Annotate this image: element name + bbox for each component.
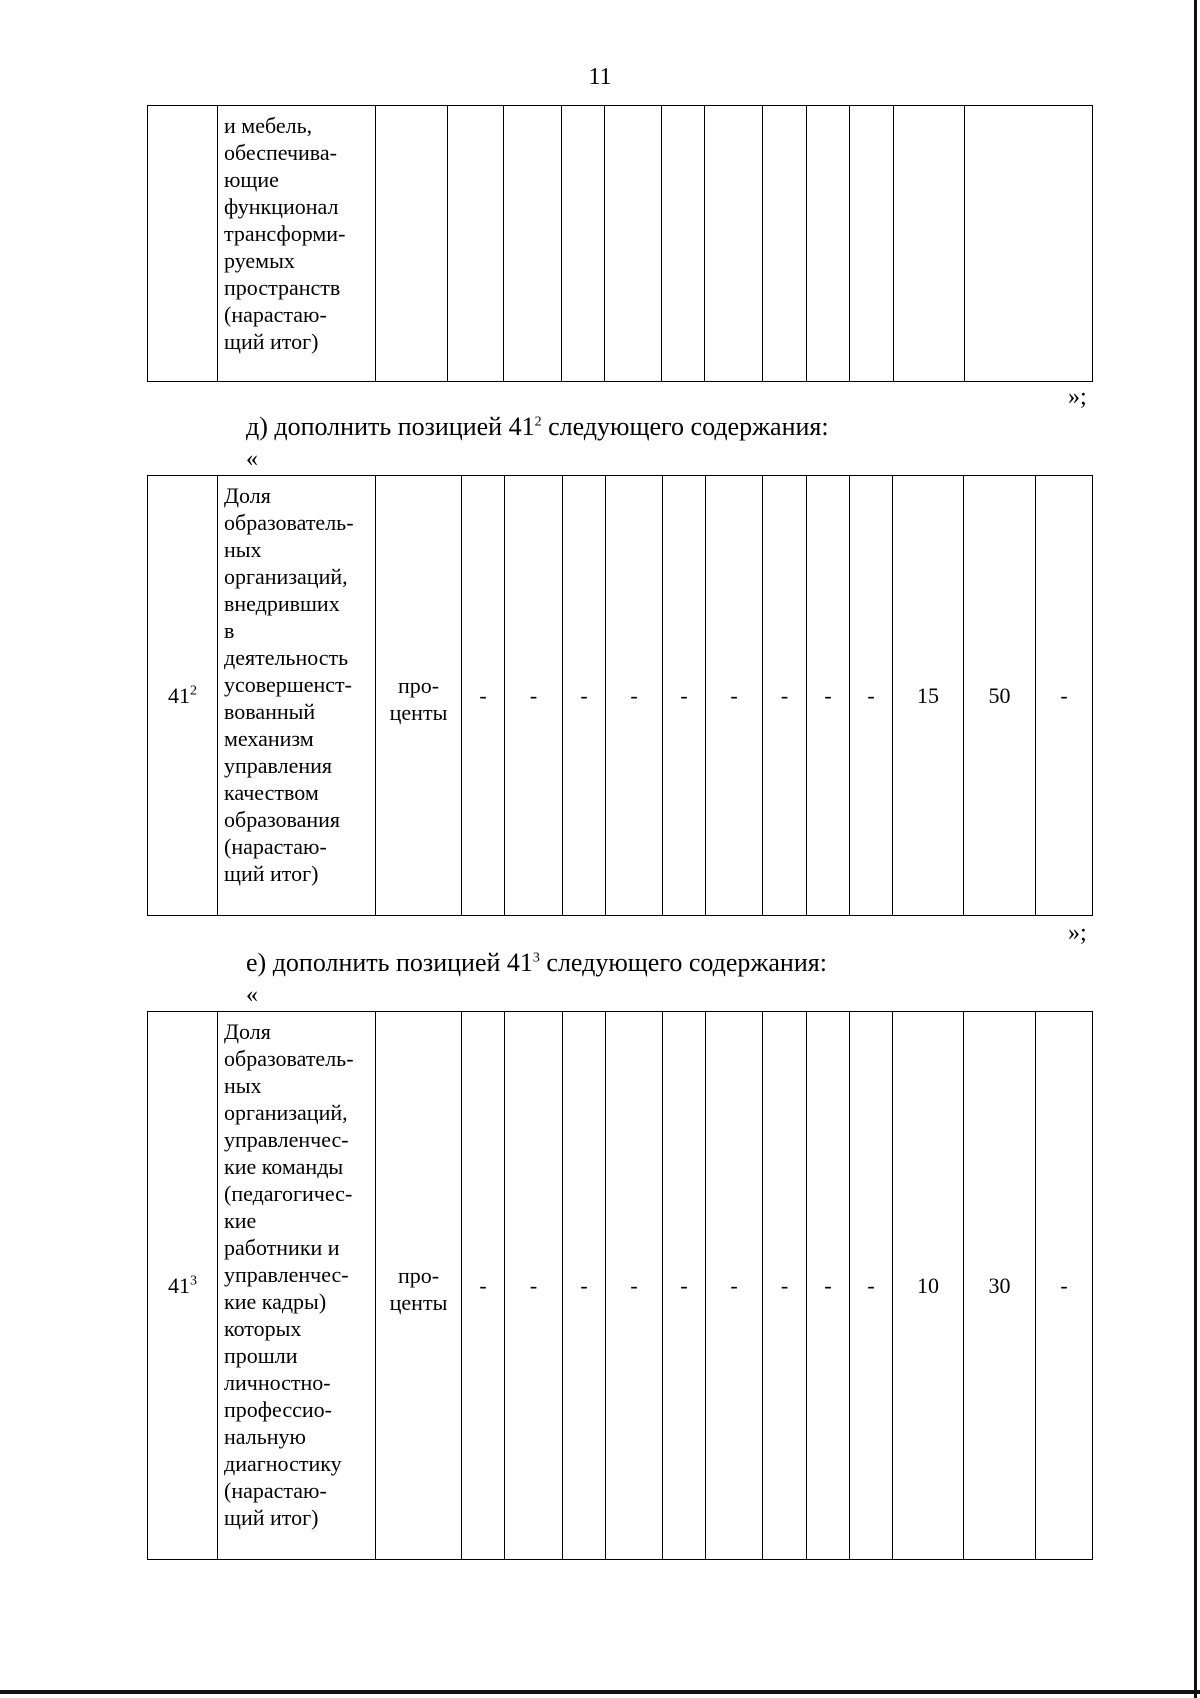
value-cell: - [763,1012,807,1560]
section-d-heading: д) дополнить позицией $41^2$ следующего содержания: [246,412,829,441]
closing-quote-2: »; [1068,920,1087,946]
value-cell: - [663,476,706,916]
value-cell: - [706,476,763,916]
value-cell: 50 [964,476,1036,916]
continuation-row [148,106,1093,382]
indicator-description: Доля образователь- ных организаций, внедривших в деятельность усовершенст- вованный механизм управления качеством образования (нарастаю- щий итог) [218,476,376,916]
value-cell: - [663,1012,706,1560]
value-cell: 15 [893,476,964,916]
table-cell [448,106,504,382]
table-cell [763,106,807,382]
table-cell [894,106,965,382]
value-cell: - [563,476,606,916]
value-cell: - [462,1012,505,1560]
scan-edge-right [1194,0,1197,1698]
value-cell: - [462,476,505,916]
position-number: $41^2$ [148,476,218,916]
value-cell: - [763,476,807,916]
value-cell: 10 [893,1012,964,1560]
unit-cell: про- центы [376,1012,462,1560]
table-cell [705,106,763,382]
value-cell: - [505,476,563,916]
position-number: $41^3$ [148,1012,218,1560]
scan-edge-bottom [0,1690,1200,1694]
value-cell: - [850,476,893,916]
table-cell [807,106,850,382]
value-cell: 30 [964,1012,1036,1560]
value-cell: - [1036,1012,1093,1560]
value-cell: - [850,1012,893,1560]
table-cell [148,106,218,382]
unit-cell: про- центы [376,476,462,916]
value-cell: - [606,1012,663,1560]
value-cell: - [807,476,850,916]
table-row [148,1012,1093,1560]
value-cell: - [1036,476,1093,916]
value-cell: - [505,1012,563,1560]
value-cell: - [706,1012,763,1560]
position-41-3-table [147,1011,1093,1560]
indicator-description: Доля образователь- ных организаций, управленчес- кие команды (педагогичес- кие работники и управленчес- кие кадры) которых прошли личностно- профессио- нальную диагностику (нарастаю- щий итог) [218,1012,376,1560]
table-cell [850,106,894,382]
table-cell [965,106,1093,382]
value-cell: - [807,1012,850,1560]
value-cell: - [563,1012,606,1560]
table-cell [662,106,705,382]
page-number: 11 [588,64,612,90]
table-cell [376,106,448,382]
table-cell [562,106,605,382]
value-cell: - [606,476,663,916]
table-cell [504,106,562,382]
section-e-heading: е) дополнить позицией $41^3$ следующего содержания: [246,948,827,977]
table-row [148,476,1093,916]
position-41-2-table [147,475,1093,916]
table-cell [605,106,662,382]
section-d-open-quote: « [246,446,258,472]
section-e-open-quote: « [246,982,258,1008]
continuation-table [147,105,1093,382]
indicator-description: и мебель, обеспечива- ющие функционал трансформи- руемых пространств (нарастаю- щий итог) [218,106,376,382]
closing-quote-1: »; [1068,384,1087,410]
